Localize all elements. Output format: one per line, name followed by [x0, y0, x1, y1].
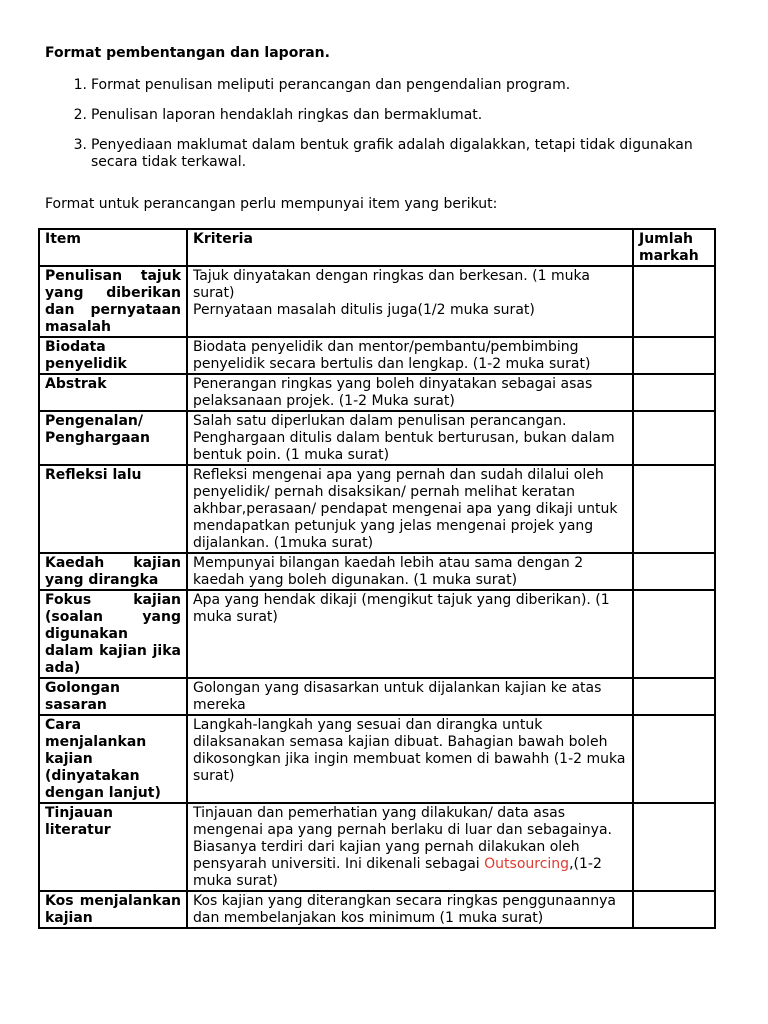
kriteria-cell: Kos kajian yang diterangkan secara ringkas penggunaannya dan membelanjakan kos minimum (1 muka surat)	[187, 891, 633, 928]
markah-cell[interactable]	[633, 803, 715, 891]
kriteria-cell: Refleksi mengenai apa yang pernah dan sudah dilalui oleh penyelidik/ pernah disaksikan/ pernah melihat keratan akhbar,perasaan/ pendapat mengenai apa yang dikaji untuk mendapatkan petunjuk yang jelas mengenai projek yang dijalankan. (1muka surat)	[187, 465, 633, 553]
table-row	[39, 715, 715, 803]
item-cell: Tinjauan literatur	[39, 803, 187, 891]
list-text: Penyediaan maklumat dalam bentuk grafik adalah digalakkan, tetapi tidak digunakan secara tidak terkawal.	[91, 137, 693, 170]
kriteria-cell	[187, 266, 633, 337]
item-cell: Fokus kajian (soalan yang digunakan dalam kajian jika ada)	[39, 590, 187, 678]
list-number: 2.	[73, 107, 87, 123]
list-item	[45, 107, 725, 124]
list-number: 3.	[73, 137, 87, 153]
markah-cell[interactable]	[633, 891, 715, 928]
kriteria-cell: Apa yang hendak dikaji (mengikut tajuk yang diberikan). (1 muka surat)	[187, 590, 633, 678]
list-item	[45, 137, 725, 171]
kriteria-cell: Langkah-langkah yang sesuai dan dirangka untuk dilaksanakan semasa kajian dibuat. Bahagian bawah boleh dikosongkan jika ingin membuat komen di bawahh (1-2 muka surat)	[187, 715, 633, 803]
kriteria-text: Tinjauan dan pemerhatian yang dilakukan/ data asas mengenai apa yang pernah berlaku di luar dan sebagainya. Biasanya terdiri dari kajian yang pernah dilakukan oleh pensyarah universiti. Ini dikenali sebagai	[193, 805, 612, 872]
table-row	[39, 891, 715, 928]
list-number: 1.	[73, 77, 87, 93]
table-row	[39, 465, 715, 553]
kriteria-cell: Salah satu diperlukan dalam penulisan perancangan. Penghargaan ditulis dalam bentuk berturusan, bukan dalam bentuk poin. (1 muka surat)	[187, 411, 633, 465]
kriteria-cell	[187, 803, 633, 891]
page-title: Format pembentangan dan laporan.	[45, 45, 330, 61]
markah-cell[interactable]	[633, 411, 715, 465]
kriteria-cell: Mempunyai bilangan kaedah lebih atau sama dengan 2 kaedah yang boleh digunakan. (1 muka surat)	[187, 553, 633, 590]
table-row	[39, 337, 715, 374]
header-item: Item	[39, 229, 187, 266]
kriteria-line: Pernyataan masalah ditulis juga(1/2 muka surat)	[193, 302, 535, 318]
item-cell: Abstrak	[39, 374, 187, 411]
item-cell: Golongan sasaran	[39, 678, 187, 715]
table-row	[39, 678, 715, 715]
header-jumlah-markah: Jumlah markah	[633, 229, 715, 266]
markah-cell[interactable]	[633, 590, 715, 678]
kriteria-cell: Biodata penyelidik dan mentor/pembantu/pembimbing penyelidik secara bertulis dan lengkap. (1-2 muka surat)	[187, 337, 633, 374]
table-row	[39, 266, 715, 337]
item-cell: Refleksi lalu	[39, 465, 187, 553]
outsourcing-highlight: Outsourcing	[484, 856, 570, 872]
kriteria-cell: Golongan yang disasarkan untuk dijalankan kajian ke atas mereka	[187, 678, 633, 715]
list-text: Format penulisan meliputi perancangan dan pengendalian program.	[91, 77, 571, 93]
lead-paragraph: Format untuk perancangan perlu mempunyai item yang berikut:	[45, 196, 498, 212]
markah-cell[interactable]	[633, 553, 715, 590]
markah-cell[interactable]	[633, 678, 715, 715]
item-cell: Cara menjalankan kajian (dinyatakan dengan lanjut)	[39, 715, 187, 803]
markah-cell[interactable]	[633, 465, 715, 553]
kriteria-text: ,(1-2 muka surat)	[193, 856, 602, 889]
kriteria-line: Tajuk dinyatakan dengan ringkas dan berkesan. (1 muka surat)	[193, 268, 590, 301]
item-cell: Penulisan tajuk yang diberikan dan pernyataan masalah	[39, 266, 187, 337]
markah-cell[interactable]	[633, 266, 715, 337]
kriteria-cell: Penerangan ringkas yang boleh dinyatakan sebagai asas pelaksanaan projek. (1-2 Muka surat)	[187, 374, 633, 411]
table-row	[39, 803, 715, 891]
table-header-row	[39, 229, 715, 266]
markah-cell[interactable]	[633, 374, 715, 411]
list-text: Penulisan laporan hendaklah ringkas dan bermaklumat.	[91, 107, 483, 123]
intro-list	[45, 77, 725, 184]
item-cell: Biodata penyelidik	[39, 337, 187, 374]
table-row	[39, 374, 715, 411]
item-cell: Kaedah kajian yang dirangka	[39, 553, 187, 590]
criteria-table	[38, 228, 716, 929]
header-kriteria: Kriteria	[187, 229, 633, 266]
table-row	[39, 590, 715, 678]
table-row	[39, 411, 715, 465]
list-item	[45, 77, 725, 94]
markah-cell[interactable]	[633, 715, 715, 803]
markah-cell[interactable]	[633, 337, 715, 374]
item-cell: Kos menjalankan kajian	[39, 891, 187, 928]
item-cell: Pengenalan/ Penghargaan	[39, 411, 187, 465]
table-row	[39, 553, 715, 590]
